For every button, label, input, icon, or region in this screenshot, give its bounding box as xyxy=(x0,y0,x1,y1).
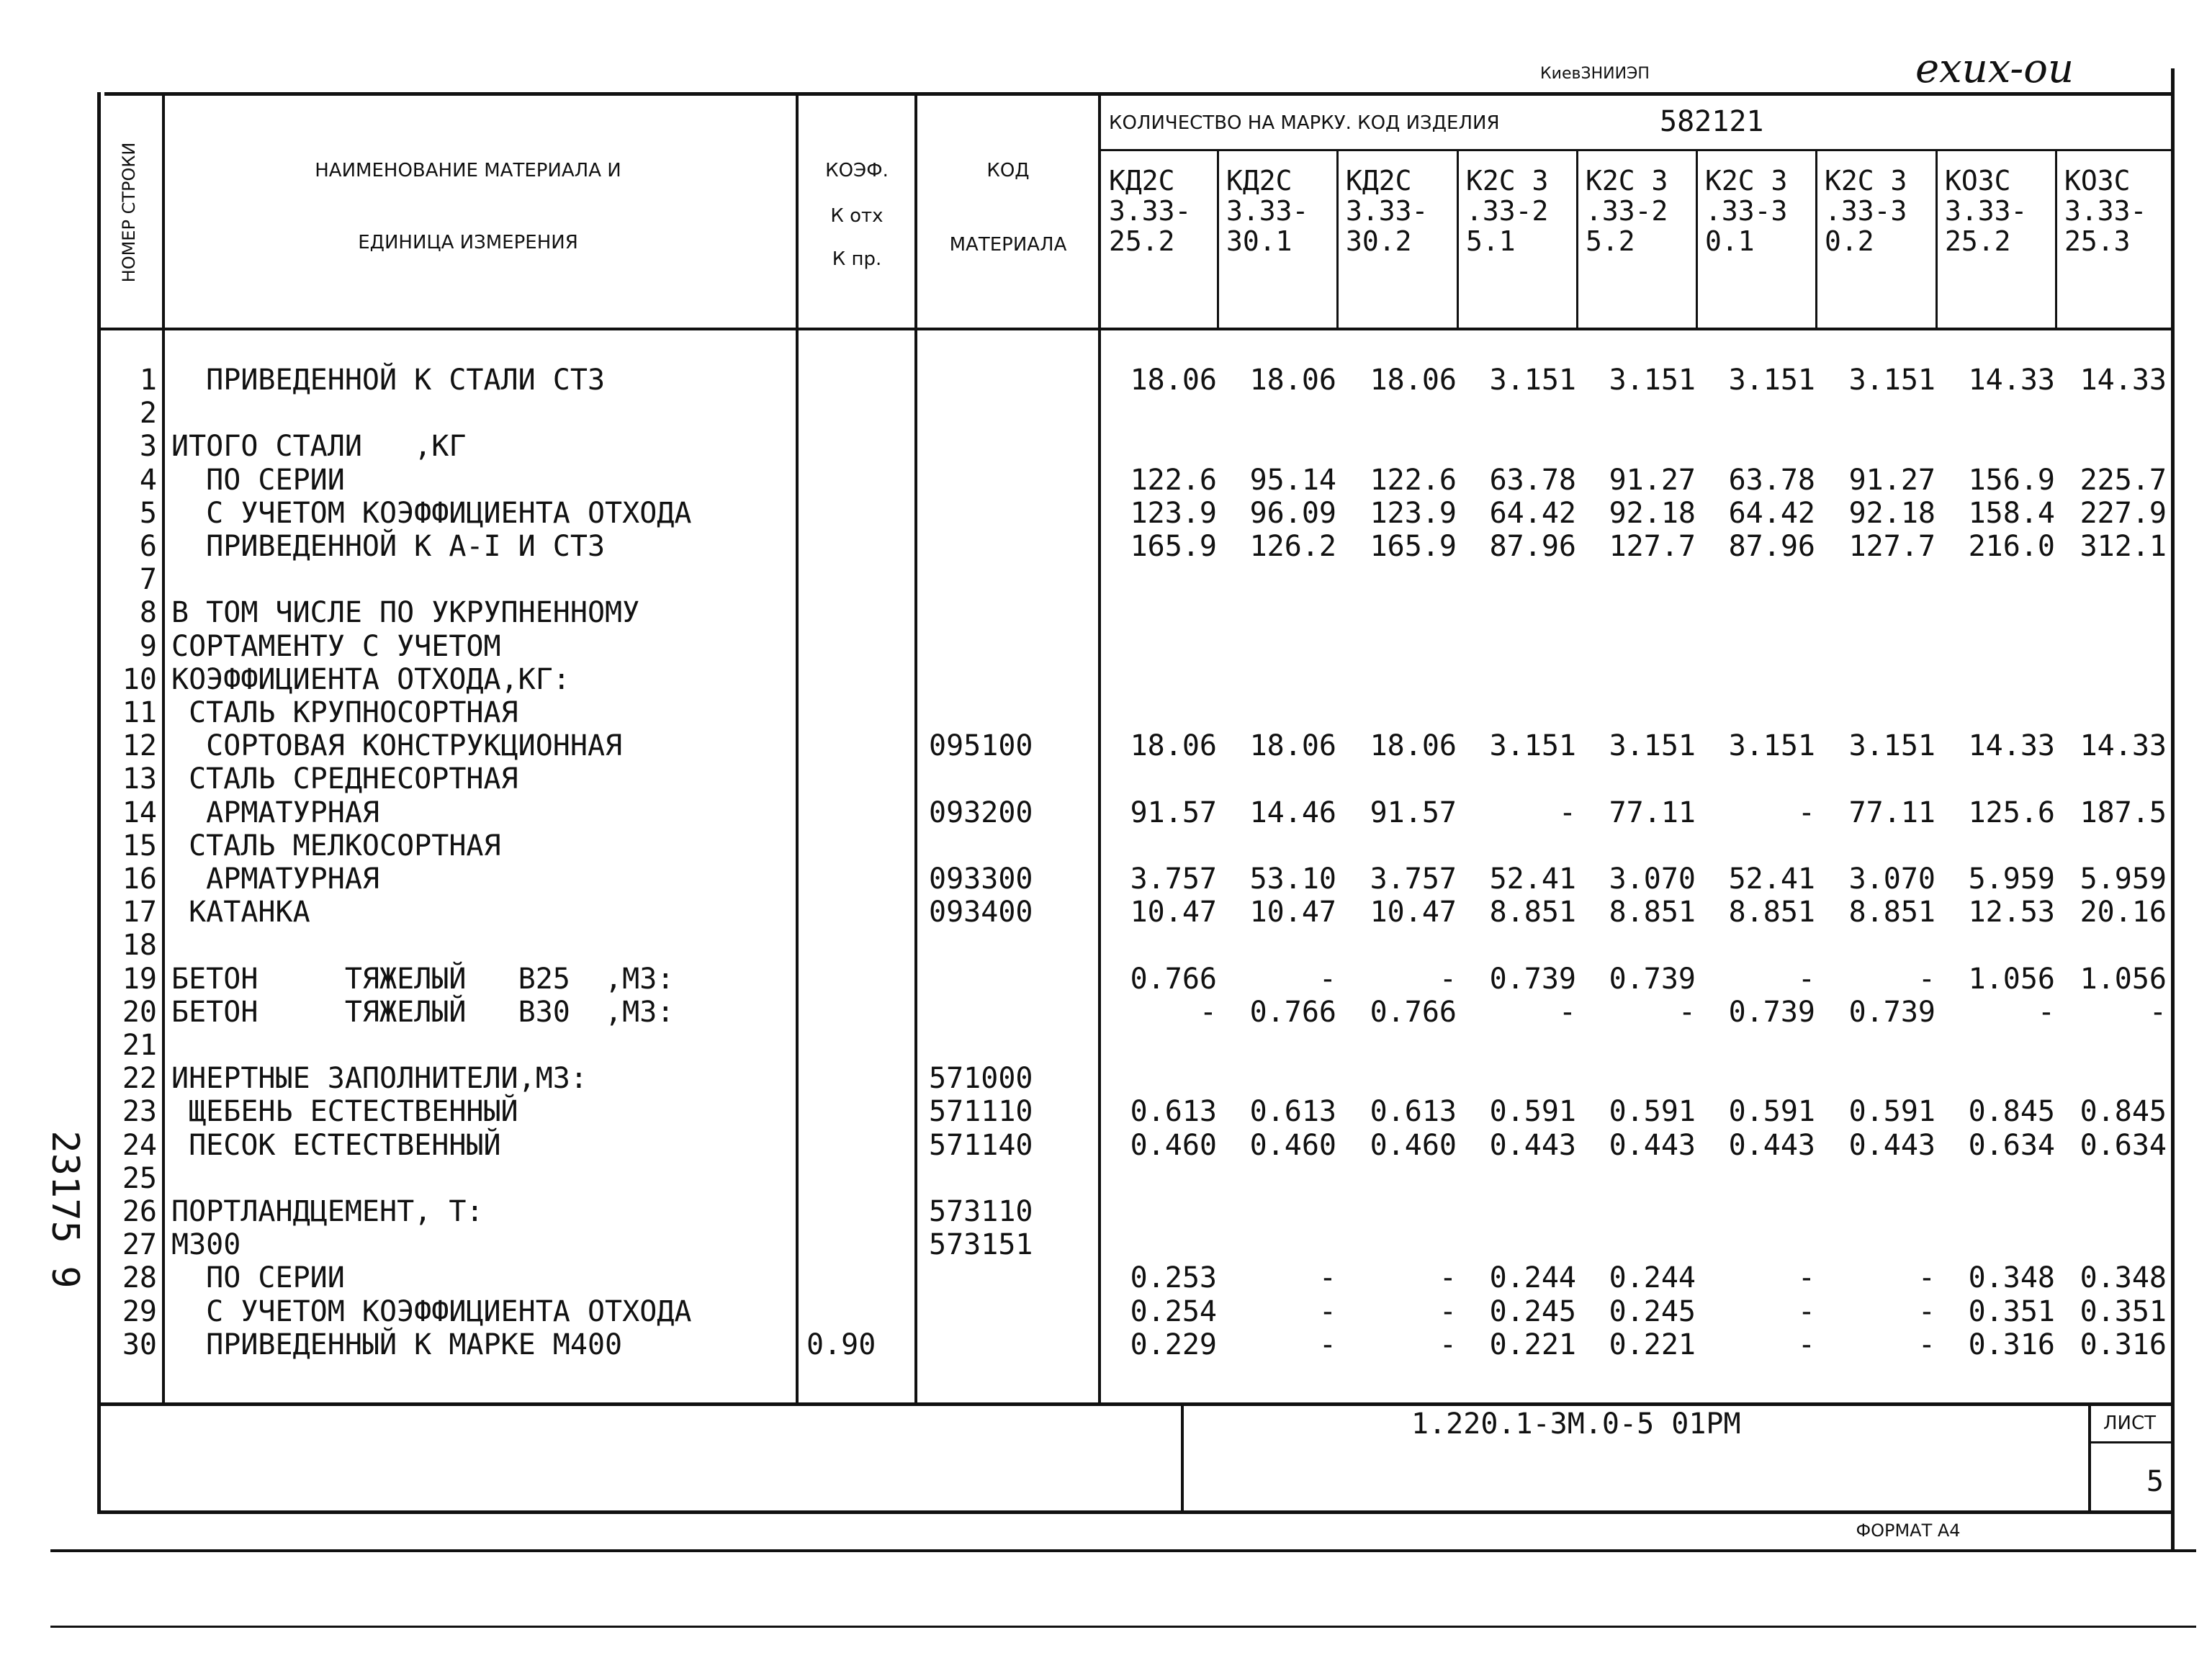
quantity-cell: 12.53 xyxy=(1968,896,2055,929)
quantity-cell: 0.253 xyxy=(1130,1261,1217,1294)
material-name: СТАЛЬ КРУПНОСОРТНАЯ xyxy=(171,696,518,729)
quantity-cell: 3.151 xyxy=(1609,729,1696,762)
quantity-cell: 0.739 xyxy=(1728,996,1815,1029)
row-number: 14 xyxy=(122,796,157,829)
handwritten-note: exux-ou xyxy=(1915,45,2074,92)
quantity-cell: 156.9 xyxy=(1968,464,2055,497)
material-name: ПО СЕРИИ xyxy=(171,1261,345,1294)
material-name: С УЧЕТОМ КОЭФФИЦИЕНТА ОТХОДА xyxy=(171,497,692,530)
quantity-cell: 0.221 xyxy=(1609,1328,1696,1361)
quantity-cell: 64.42 xyxy=(1728,497,1815,530)
quantity-cell: 3.151 xyxy=(1728,364,1815,397)
row-number: 19 xyxy=(122,963,157,996)
quantity-cell: - xyxy=(1917,1328,1936,1361)
material-code: 571000 xyxy=(929,1062,1033,1095)
quantity-cell: 227.9 xyxy=(2080,497,2167,530)
quantity-cell: 52.41 xyxy=(1728,862,1815,896)
quantity-cell: 0.634 xyxy=(1968,1129,2055,1162)
quantity-cell: 53.10 xyxy=(1249,862,1336,896)
row-number: 30 xyxy=(122,1328,157,1361)
quantity-cell: 165.9 xyxy=(1370,530,1457,563)
quantity-cell: 20.16 xyxy=(2080,896,2167,929)
quantity-cell: 8.851 xyxy=(1848,896,1936,929)
quantity-cell: 5.959 xyxy=(2080,862,2167,896)
code-header-line1: КОД xyxy=(986,160,1030,181)
quantity-cell: - xyxy=(1439,963,1457,996)
quantity-cell: 95.14 xyxy=(1249,464,1336,497)
quantity-cell: 18.06 xyxy=(1249,729,1336,762)
material-name: ПОРТЛАНДЦЕМЕНТ, Т: xyxy=(171,1195,484,1228)
quantity-cell: 3.151 xyxy=(1489,364,1576,397)
quantity-cell: 0.739 xyxy=(1489,963,1576,996)
quantity-cell: 0.254 xyxy=(1130,1295,1217,1328)
col-line-coef xyxy=(914,92,917,1402)
quantity-cell: - xyxy=(1678,996,1696,1029)
quantity-cell: 0.766 xyxy=(1249,996,1336,1029)
quantity-cell: - xyxy=(1797,1295,1815,1328)
quantity-cell: - xyxy=(1318,963,1336,996)
quantity-cell: 10.47 xyxy=(1130,896,1217,929)
coef-header-line1: КОЭФ. xyxy=(825,160,889,181)
mark-header-1: КД2С 3.33- 25.2 xyxy=(1109,165,1192,257)
quantity-cell: 91.57 xyxy=(1130,796,1217,829)
quantity-cell: 87.96 xyxy=(1489,530,1576,563)
frame-top xyxy=(104,92,2175,96)
quantity-cell: - xyxy=(1558,996,1576,1029)
row-number: 12 xyxy=(122,729,157,762)
quantity-cell: 0.591 xyxy=(1848,1095,1936,1128)
material-code: 093400 xyxy=(929,896,1033,929)
quantity-cell: 3.151 xyxy=(1609,364,1696,397)
quantity-cell: 3.757 xyxy=(1370,862,1457,896)
row-number: 26 xyxy=(122,1195,157,1228)
quantity-cell: 92.18 xyxy=(1848,497,1936,530)
quantity-cell: 0.443 xyxy=(1848,1129,1936,1162)
document-code: 1.220.1-3М.0-5 01РМ xyxy=(1411,1407,1741,1441)
col-line-name xyxy=(796,92,799,1402)
quantity-cell: - xyxy=(1439,1261,1457,1294)
quantity-cell: 0.460 xyxy=(1130,1129,1217,1162)
quantity-cell: - xyxy=(2037,996,2055,1029)
quantity-cell: 127.7 xyxy=(1848,530,1936,563)
quantity-cell: 0.739 xyxy=(1848,996,1936,1029)
material-name: КОЭФФИЦИЕНТА ОТХОДА,КГ: xyxy=(171,663,570,696)
row-number: 27 xyxy=(122,1228,157,1261)
mark-header-5: К2С 3 .33-2 5.2 xyxy=(1586,165,1668,257)
quantity-cell: 3.151 xyxy=(1728,729,1815,762)
quantity-cell: 0.245 xyxy=(1609,1295,1696,1328)
side-inventory-number: 23175 9 xyxy=(43,1130,86,1289)
quantity-cell: 8.851 xyxy=(1728,896,1815,929)
mark-header-9: КОЗС 3.33- 25.3 xyxy=(2064,165,2147,257)
row-number: 13 xyxy=(122,762,157,796)
product-code: 582121 xyxy=(1660,105,1764,138)
material-name: ПРИВЕДЕННЫЙ К МАРКЕ М400 xyxy=(171,1328,623,1361)
row-number-header: НОМЕР СТРОКИ xyxy=(119,142,139,283)
quantity-cell: 0.845 xyxy=(1968,1095,2055,1128)
quantity-cell: 0.591 xyxy=(1489,1095,1576,1128)
quantity-cell: 0.766 xyxy=(1130,963,1217,996)
mark-header-2: КД2С 3.33- 30.1 xyxy=(1226,165,1309,257)
quantity-cell: 0.613 xyxy=(1370,1095,1457,1128)
quantity-cell: 63.78 xyxy=(1728,464,1815,497)
quantity-cell: 312.1 xyxy=(2080,530,2167,563)
quantity-cell: 0.460 xyxy=(1370,1129,1457,1162)
quantity-cell: 18.06 xyxy=(1130,364,1217,397)
format-label: ФОРМАТ А4 xyxy=(1856,1520,1961,1541)
quantity-cell: - xyxy=(1318,1295,1336,1328)
material-name: ЩЕБЕНЬ ЕСТЕСТВЕННЫЙ xyxy=(171,1095,518,1128)
material-name: АРМАТУРНАЯ xyxy=(171,796,379,829)
quantity-cell: 63.78 xyxy=(1489,464,1576,497)
sheet-number: 5 xyxy=(2146,1465,2164,1498)
quantity-cell: 122.6 xyxy=(1130,464,1217,497)
row-number: 23 xyxy=(122,1095,157,1128)
quantity-header: КОЛИЧЕСТВО НА МАРКУ. КОД ИЗДЕЛИЯ xyxy=(1109,112,1500,134)
quantity-cell: 3.757 xyxy=(1130,862,1217,896)
quantity-cell: 3.151 xyxy=(1489,729,1576,762)
quantity-cell: 126.2 xyxy=(1249,530,1336,563)
quantity-cell: 10.47 xyxy=(1370,896,1457,929)
quantity-cell: 87.96 xyxy=(1728,530,1815,563)
row-number: 29 xyxy=(122,1295,157,1328)
frame-right xyxy=(2171,68,2175,1551)
quantity-cell: - xyxy=(1318,1328,1336,1361)
mark-header-7: К2С 3 .33-3 0.2 xyxy=(1825,165,1907,257)
page-bottom-line xyxy=(50,1549,2196,1552)
material-code: 573151 xyxy=(929,1228,1033,1261)
quantity-cell: - xyxy=(2149,996,2167,1029)
quantity-cell: 14.33 xyxy=(1968,729,2055,762)
mark-header-4: К2С 3 .33-2 5.1 xyxy=(1466,165,1549,257)
quantity-cell: 158.4 xyxy=(1968,497,2055,530)
quantity-cell: 14.33 xyxy=(2080,729,2167,762)
material-code: 573110 xyxy=(929,1195,1033,1228)
material-name: В ТОМ ЧИСЛЕ ПО УКРУПНЕННОМУ xyxy=(171,596,640,629)
material-code: 095100 xyxy=(929,729,1033,762)
quantity-cell: 91.57 xyxy=(1370,796,1457,829)
material-name: ПО СЕРИИ xyxy=(171,464,345,497)
row-number: 22 xyxy=(122,1062,157,1095)
quantity-cell: 64.42 xyxy=(1489,497,1576,530)
quantity-cell: 18.06 xyxy=(1370,364,1457,397)
quantity-cell: 77.11 xyxy=(1609,796,1696,829)
quantity-cell: 0.229 xyxy=(1130,1328,1217,1361)
quantity-cell: 5.959 xyxy=(1968,862,2055,896)
quantity-cell: 3.070 xyxy=(1609,862,1696,896)
quantity-cell: 0.348 xyxy=(2080,1261,2167,1294)
quantity-cell: 77.11 xyxy=(1848,796,1936,829)
material-name: ПРИВЕДЕННОЙ К А-I И СТ3 xyxy=(171,530,606,563)
material-name: СТАЛЬ СРЕДНЕСОРТНАЯ xyxy=(171,762,518,796)
code-header-line2: МАТЕРИАЛА xyxy=(949,234,1067,256)
quantity-cell: 123.9 xyxy=(1130,497,1217,530)
material-name: С УЧЕТОМ КОЭФФИЦИЕНТА ОТХОДА xyxy=(171,1295,692,1328)
quantity-cell: 0.613 xyxy=(1249,1095,1336,1128)
material-name: ИТОГО СТАЛИ ,КГ xyxy=(171,430,467,463)
quantity-cell: - xyxy=(1199,996,1217,1029)
quantity-cell: 225.7 xyxy=(2080,464,2167,497)
coefficient: 0.90 xyxy=(806,1328,876,1361)
quantity-cell: 187.5 xyxy=(2080,796,2167,829)
row-number: 21 xyxy=(122,1029,157,1062)
quantity-cell: 96.09 xyxy=(1249,497,1336,530)
quantity-cell: - xyxy=(1917,1295,1936,1328)
stamp-left-line xyxy=(1181,1404,1184,1512)
row-number: 11 xyxy=(122,696,157,729)
material-code: 571110 xyxy=(929,1095,1033,1128)
material-name: ПРИВЕДЕННОЙ К СТАЛИ СТ3 xyxy=(171,364,606,397)
quantity-cell: 165.9 xyxy=(1130,530,1217,563)
quantity-cell: 0.351 xyxy=(1968,1295,2055,1328)
quantity-cell: 0.591 xyxy=(1609,1095,1696,1128)
quantity-cell: 123.9 xyxy=(1370,497,1457,530)
coef-header-line2: К отх xyxy=(830,205,884,227)
quantity-cell: 91.27 xyxy=(1848,464,1936,497)
quantity-cell: - xyxy=(1439,1295,1457,1328)
row-number: 9 xyxy=(139,630,157,663)
quantity-cell: 0.443 xyxy=(1728,1129,1815,1162)
row-number: 18 xyxy=(122,929,157,962)
quantity-cell: 14.46 xyxy=(1249,796,1336,829)
quantity-cell: 0.244 xyxy=(1489,1261,1576,1294)
quantity-cell: 0.591 xyxy=(1728,1095,1815,1128)
quantity-cell: - xyxy=(1797,1328,1815,1361)
quantity-cell: 0.351 xyxy=(2080,1295,2167,1328)
row-number: 5 xyxy=(139,497,157,530)
row-number: 16 xyxy=(122,862,157,896)
quantity-cell: 18.06 xyxy=(1249,364,1336,397)
quantity-cell: 0.634 xyxy=(2080,1129,2167,1162)
quantity-cell: 14.33 xyxy=(2080,364,2167,397)
quantity-cell: 14.33 xyxy=(1968,364,2055,397)
material-name: ПЕСОК ЕСТЕСТВЕННЫЙ xyxy=(171,1129,501,1162)
name-header-line2: ЕДИНИЦА ИЗМЕРЕНИЯ xyxy=(358,232,578,253)
quantity-cell: - xyxy=(1558,796,1576,829)
quantity-cell: 8.851 xyxy=(1609,896,1696,929)
quantity-cell: 0.316 xyxy=(1968,1328,2055,1361)
row-number: 15 xyxy=(122,829,157,862)
quantity-cell: 0.443 xyxy=(1489,1129,1576,1162)
quantity-cell: 0.460 xyxy=(1249,1129,1336,1162)
table-bottom xyxy=(101,1402,2171,1406)
material-name: КАТАНКА xyxy=(171,896,310,929)
material-name: ИНЕРТНЫЕ ЗАПОЛНИТЕЛИ,М3: xyxy=(171,1062,588,1095)
material-name: М300 xyxy=(171,1228,241,1261)
quantity-cell: 1.056 xyxy=(1968,963,2055,996)
quantity-cell: - xyxy=(1318,1261,1336,1294)
material-name: СОРТОВАЯ КОНСТРУКЦИОННАЯ xyxy=(171,729,623,762)
quantity-cell: 18.06 xyxy=(1370,729,1457,762)
quantity-cell: 216.0 xyxy=(1968,530,2055,563)
material-name: АРМАТУРНАЯ xyxy=(171,862,379,896)
quantity-cell: 0.245 xyxy=(1489,1295,1576,1328)
quantity-cell: 0.348 xyxy=(1968,1261,2055,1294)
frame-bottom xyxy=(97,1510,2175,1514)
mark-header-6: К2С 3 .33-3 0.1 xyxy=(1705,165,1788,257)
quantity-cell: 0.244 xyxy=(1609,1261,1696,1294)
mark-header-8: КОЗС 3.33- 25.2 xyxy=(1945,165,2028,257)
row-number: 17 xyxy=(122,896,157,929)
quantity-cell: 122.6 xyxy=(1370,464,1457,497)
row-number: 20 xyxy=(122,996,157,1029)
quantity-cell: - xyxy=(1797,796,1815,829)
quantity-cell: 0.316 xyxy=(2080,1328,2167,1361)
material-name: СТАЛЬ МЕЛКОСОРТНАЯ xyxy=(171,829,501,862)
quantity-cell: 3.070 xyxy=(1848,862,1936,896)
material-name: БЕТОН ТЯЖЕЛЫЙ В25 ,М3: xyxy=(171,963,675,996)
col-line-rownum xyxy=(162,92,165,1402)
mark-header-3: КД2С 3.33- 30.2 xyxy=(1346,165,1429,257)
row-number: 6 xyxy=(139,530,157,563)
quantity-cell: 3.151 xyxy=(1848,364,1936,397)
row-number: 25 xyxy=(122,1162,157,1195)
quantity-cell: 8.851 xyxy=(1489,896,1576,929)
quantity-cell: - xyxy=(1917,963,1936,996)
stamp-sheet-hline xyxy=(2088,1441,2171,1443)
quantity-cell: 18.06 xyxy=(1130,729,1217,762)
organization-label: КиевЗНИИЭП xyxy=(1540,65,1650,83)
sheet-label: ЛИСТ xyxy=(2103,1413,2157,1434)
row-number: 2 xyxy=(139,397,157,430)
quantity-cell: - xyxy=(1917,1261,1936,1294)
quantity-cell: 92.18 xyxy=(1609,497,1696,530)
material-name: СОРТАМЕНТУ С УЧЕТОМ xyxy=(171,630,501,663)
material-code: 093300 xyxy=(929,862,1033,896)
quantity-divider xyxy=(1098,149,2171,151)
row-number: 7 xyxy=(139,563,157,596)
row-number: 1 xyxy=(139,364,157,397)
row-number: 4 xyxy=(139,464,157,497)
quantity-cell: 1.056 xyxy=(2080,963,2167,996)
quantity-cell: - xyxy=(1797,963,1815,996)
quantity-cell: 125.6 xyxy=(1968,796,2055,829)
quantity-cell: 0.739 xyxy=(1609,963,1696,996)
header-divider xyxy=(101,328,2171,330)
row-number: 10 xyxy=(122,663,157,696)
col-line-code xyxy=(1098,92,1101,1402)
material-code: 093200 xyxy=(929,796,1033,829)
row-number: 8 xyxy=(139,596,157,629)
quantity-cell: 3.151 xyxy=(1848,729,1936,762)
row-number: 24 xyxy=(122,1129,157,1162)
quantity-cell: - xyxy=(1797,1261,1815,1294)
row-number: 3 xyxy=(139,430,157,463)
quantity-cell: 127.7 xyxy=(1609,530,1696,563)
coef-header-line3: К пр. xyxy=(832,248,882,270)
stamp-sheet-line xyxy=(2088,1404,2091,1512)
quantity-cell: 0.443 xyxy=(1609,1129,1696,1162)
quantity-cell: 0.845 xyxy=(2080,1095,2167,1128)
name-header-line1: НАИМЕНОВАНИЕ МАТЕРИАЛА И xyxy=(315,160,621,181)
quantity-cell: 10.47 xyxy=(1249,896,1336,929)
row-number: 28 xyxy=(122,1261,157,1294)
quantity-cell: 91.27 xyxy=(1609,464,1696,497)
quantity-cell: 0.221 xyxy=(1489,1328,1576,1361)
quantity-cell: 0.766 xyxy=(1370,996,1457,1029)
material-name: БЕТОН ТЯЖЕЛЫЙ В30 ,М3: xyxy=(171,996,675,1029)
quantity-cell: 0.613 xyxy=(1130,1095,1217,1128)
quantity-cell: - xyxy=(1439,1328,1457,1361)
page-bottom-line-2 xyxy=(50,1626,2196,1628)
quantity-cell: 52.41 xyxy=(1489,862,1576,896)
material-code: 571140 xyxy=(929,1129,1033,1162)
